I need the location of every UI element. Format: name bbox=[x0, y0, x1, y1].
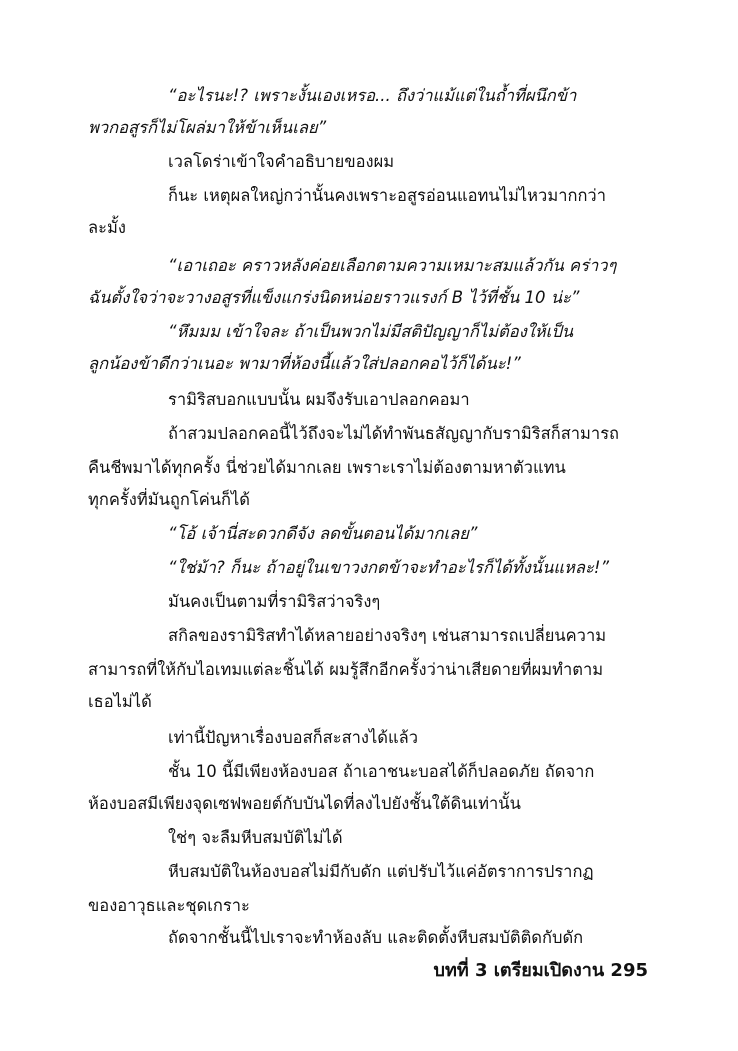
narration-text: ชั้น 10 นี้มีเพียงห้องบอส ถ้าเอาชนะบอสได้ก็ปลอดภัย ถัดจาก bbox=[168, 762, 595, 781]
dialogue-text: ลูกน้องข้าดีกว่าเนอะ พามาที่ห้องนี้แล้วใส่ปลอกคอไว้ก็ได้นะ!” bbox=[88, 354, 521, 373]
dialogue-text: “ใช่ม้า? ก็นะ ถ้าอยู่ในเขาวงกตข้าจะทำอะไรก็ได้ทั้งนั้นแหละ!” bbox=[168, 558, 609, 577]
narration-text: ถัดจากชั้นนี้ไปเราจะทำห้องลับ และติดตั้งหีบสมบัติติดกับดัก bbox=[168, 928, 584, 947]
narration-text: ห้องบอสมีเพียงจุดเซฟพอยต์กับบันไดที่ลงไปยังชั้นใต้ดินเท่านั้น bbox=[88, 794, 521, 813]
dialogue-text: “หึมมม เข้าใจละ ถ้าเป็นพวกไม่มีสติปัญญาก็ไม่ต้องให้เป็น bbox=[168, 322, 574, 341]
narration-text: ก็นะ เหตุผลใหญ่กว่านั้นคงเพราะอสูรอ่อนแอทนไม่ไหวมากกว่า bbox=[168, 186, 606, 205]
page-footer: บทที่ 3 เตรียมเปิดงาน 295 bbox=[433, 960, 648, 981]
narration-text: เธอไม่ได้ bbox=[88, 692, 152, 711]
dialogue-text: ฉันตั้งใจว่าจะวางอสูรที่แข็งแกร่งนิดหน่อยราวแรงก์ B ไว้ที่ชั้น 10 น่ะ” bbox=[88, 288, 580, 307]
dialogue-text: “เอาเถอะ คราวหลังค่อยเลือกตามความเหมาะสมแล้วกัน คร่าวๆ bbox=[168, 256, 617, 275]
narration-text: สามารถที่ให้กับไอเทมแต่ละชิ้นได้ ผมรู้สึกอีกครั้งว่าน่าเสียดายที่ผมทำตาม bbox=[88, 660, 604, 679]
narration-text: ทุกครั้งที่มันถูกโค่นก็ได้ bbox=[88, 490, 251, 509]
narration-text: รามิริสบอกแบบนั้น ผมจึงรับเอาปลอกคอมา bbox=[168, 390, 470, 409]
narration-text: คืนชีพมาได้ทุกครั้ง นี่ช่วยได้มากเลย เพราะเราไม่ต้องตามหาตัวแทน bbox=[88, 458, 566, 477]
narration-text: มันคงเป็นตามที่รามิริสว่าจริงๆ bbox=[168, 592, 381, 611]
narration-text: ละมั้ง bbox=[88, 218, 126, 237]
narration-text: หีบสมบัติในห้องบอสไม่มีกับดัก แต่ปรับไว้แค่อัตราการปรากฏ bbox=[168, 862, 594, 881]
narration-text: ถ้าสวมปลอกคอนี้ไว้ถึงจะไม่ได้ทำพันธสัญญากับรามิริสก็สามารถ bbox=[168, 424, 620, 443]
narration-text: สกิลของรามิริสทำได้หลายอย่างจริงๆ เช่นสามารถเปลี่ยนความ bbox=[168, 626, 607, 645]
narration-text: เท่านี้ปัญหาเรื่องบอสก็สะสางได้แล้ว bbox=[168, 728, 418, 747]
narration-text: เวลโดร่าเข้าใจคำอธิบายของผม bbox=[168, 152, 395, 171]
narration-text: ใช่ๆ จะลืมหีบสมบัติไม่ได้ bbox=[168, 828, 343, 847]
narration-text: ของอาวุธและชุดเกราะ bbox=[88, 896, 250, 915]
dialogue-text: “โอ้ เจ้านี่สะดวกดีจัง ลดขั้นตอนได้มากเลย” bbox=[168, 524, 478, 543]
dialogue-text: “อะไรนะ!? เพราะงั้นเองเหรอ... ถึงว่าแม้แต่ในถ้ำที่ผนึกข้า bbox=[168, 86, 577, 105]
dialogue-text: พวกอสูรก็ไม่โผล่มาให้ข้าเห็นเลย” bbox=[88, 118, 327, 137]
